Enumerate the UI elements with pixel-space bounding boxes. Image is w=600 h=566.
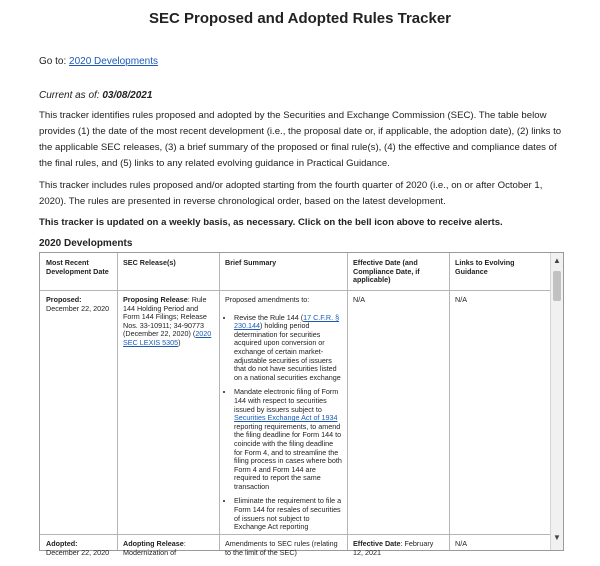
page-title: SEC Proposed and Adopted Rules Tracker <box>148 10 451 27</box>
table-scrollbar[interactable] <box>550 253 563 550</box>
row2-release <box>123 540 215 557</box>
header-divider <box>40 290 550 291</box>
developments-table[interactable] <box>39 252 564 557</box>
row2-release-text: : Modernization of <box>123 539 186 557</box>
update-notice: This tracker is updated on a weekly basis, as necessary. Click on the bell icon above to receive alerts. <box>39 217 503 228</box>
row2-date <box>46 540 114 557</box>
row1-date-value: December 22, 2020 <box>46 303 110 313</box>
row1-summary-list <box>225 314 343 532</box>
column-divider <box>449 253 450 550</box>
table-grid <box>40 253 550 557</box>
current-date: 03/08/2021 <box>102 90 153 101</box>
scroll-thumb[interactable] <box>553 271 561 301</box>
bullet-text: Mandate electronic filing of Form 144 with respect to securities issued by issuers subject to <box>234 387 339 414</box>
bullet-text: Revise the Rule 144 ( <box>234 312 304 322</box>
row2-effective-label: Effective Date <box>353 539 401 548</box>
section-heading: 2020 Developments <box>39 238 133 249</box>
summary-bullet-electronic-filing <box>234 388 343 491</box>
row1-date-label: Proposed: <box>46 295 82 304</box>
exchange-act-link[interactable]: Securities Exchange Act of 1934 <box>234 413 338 423</box>
row2-release-label: Adopting Release <box>123 539 184 548</box>
summary-bullet-holding-period <box>234 314 343 383</box>
row2-effective-value: : February 12, 2021 <box>353 539 434 557</box>
column-divider <box>117 253 118 550</box>
row1-release-label: Proposing Release <box>123 295 188 304</box>
current-as-of <box>39 90 152 101</box>
current-label: Current as of: <box>39 90 100 101</box>
header-date: Most Recent Development Date <box>46 258 109 276</box>
header-summary: Brief Summary <box>225 258 277 267</box>
row1-release-link[interactable]: 2020 SEC LEXIS 5305 <box>123 329 212 347</box>
scroll-up-arrow-icon[interactable]: ▲ <box>553 256 561 265</box>
row1-date <box>46 296 114 313</box>
scope-paragraph: This tracker includes rules proposed and/or adopted starting from the fourth quarter of 2020 (i.e., on or after October 1, 2020). The rules are presented in reverse chronological order, based on the latest development. <box>39 180 543 207</box>
column-divider <box>219 253 220 550</box>
goto-label: Go to: <box>39 56 67 67</box>
row1-summary-intro: Proposed amendments to: <box>225 295 310 304</box>
scroll-down-arrow-icon[interactable]: ▼ <box>553 533 561 542</box>
bullet-text: reporting requirements, to amend the filing deadline for Form 144 to coincide with the filing deadline for Form 4, and to streamline the filing process in cases where both Form 4 and Form 144 are required to report the same transaction <box>234 421 342 491</box>
row1-release-close: ) <box>178 337 181 347</box>
row2-guidance: N/A <box>455 539 467 548</box>
goto-line <box>39 56 158 67</box>
row2-date-value: December 22, 2020 <box>46 547 110 557</box>
cfr-230-144-link[interactable]: 17 C.F.R. § 230.144 <box>234 312 340 331</box>
row2-date-label: Adopted: <box>46 539 78 548</box>
row1-release <box>123 296 215 348</box>
header-effective: Effective Date (and Compliance Date, if applicable) <box>353 258 420 285</box>
column-divider <box>347 253 348 550</box>
header-release: SEC Release(s) <box>123 258 176 267</box>
row2-summary: Amendments to SEC rules (relating to the limit of the SEC) <box>225 539 338 557</box>
header-guidance: Links to Evolving Guidance <box>455 258 515 276</box>
row1-summary <box>225 296 343 538</box>
row1-release-text: : Rule 144 Holding Period and Form 144 Filings; Release Nos. 33-10911; 34-90773 (December 22, 2020) ( <box>123 295 207 339</box>
row2-effective <box>353 540 443 557</box>
row1-effective: N/A <box>353 295 365 304</box>
row1-guidance: N/A <box>455 295 467 304</box>
intro-paragraph: This tracker identifies rules proposed and adopted by the Securities and Exchange Commission (SEC). The table below provides (1) the date of the most recent development (i.e., the proposal date or, if applicable, the adoption date), (2) links to the applicable SEC releases, (3) a brief summary of the proposed or final rule(s), (4) the effective and compliance dates of the final rules, and (5) links to any related evolving guidance in Practical Guidance. <box>39 110 562 169</box>
bullet-text: ) holding period determination for securities acquired upon conversion or exchange of certain market-adjustable securities of issuers that do not have securities listed on a national securities exchange <box>234 321 341 382</box>
summary-bullet-eliminate-requirement: • Eliminate the requirement to file a Form 144 for resales of securities of issuers not subject to Exchange Act reporting <box>234 497 343 531</box>
goto-2020-link[interactable]: 2020 Developments <box>69 56 158 67</box>
